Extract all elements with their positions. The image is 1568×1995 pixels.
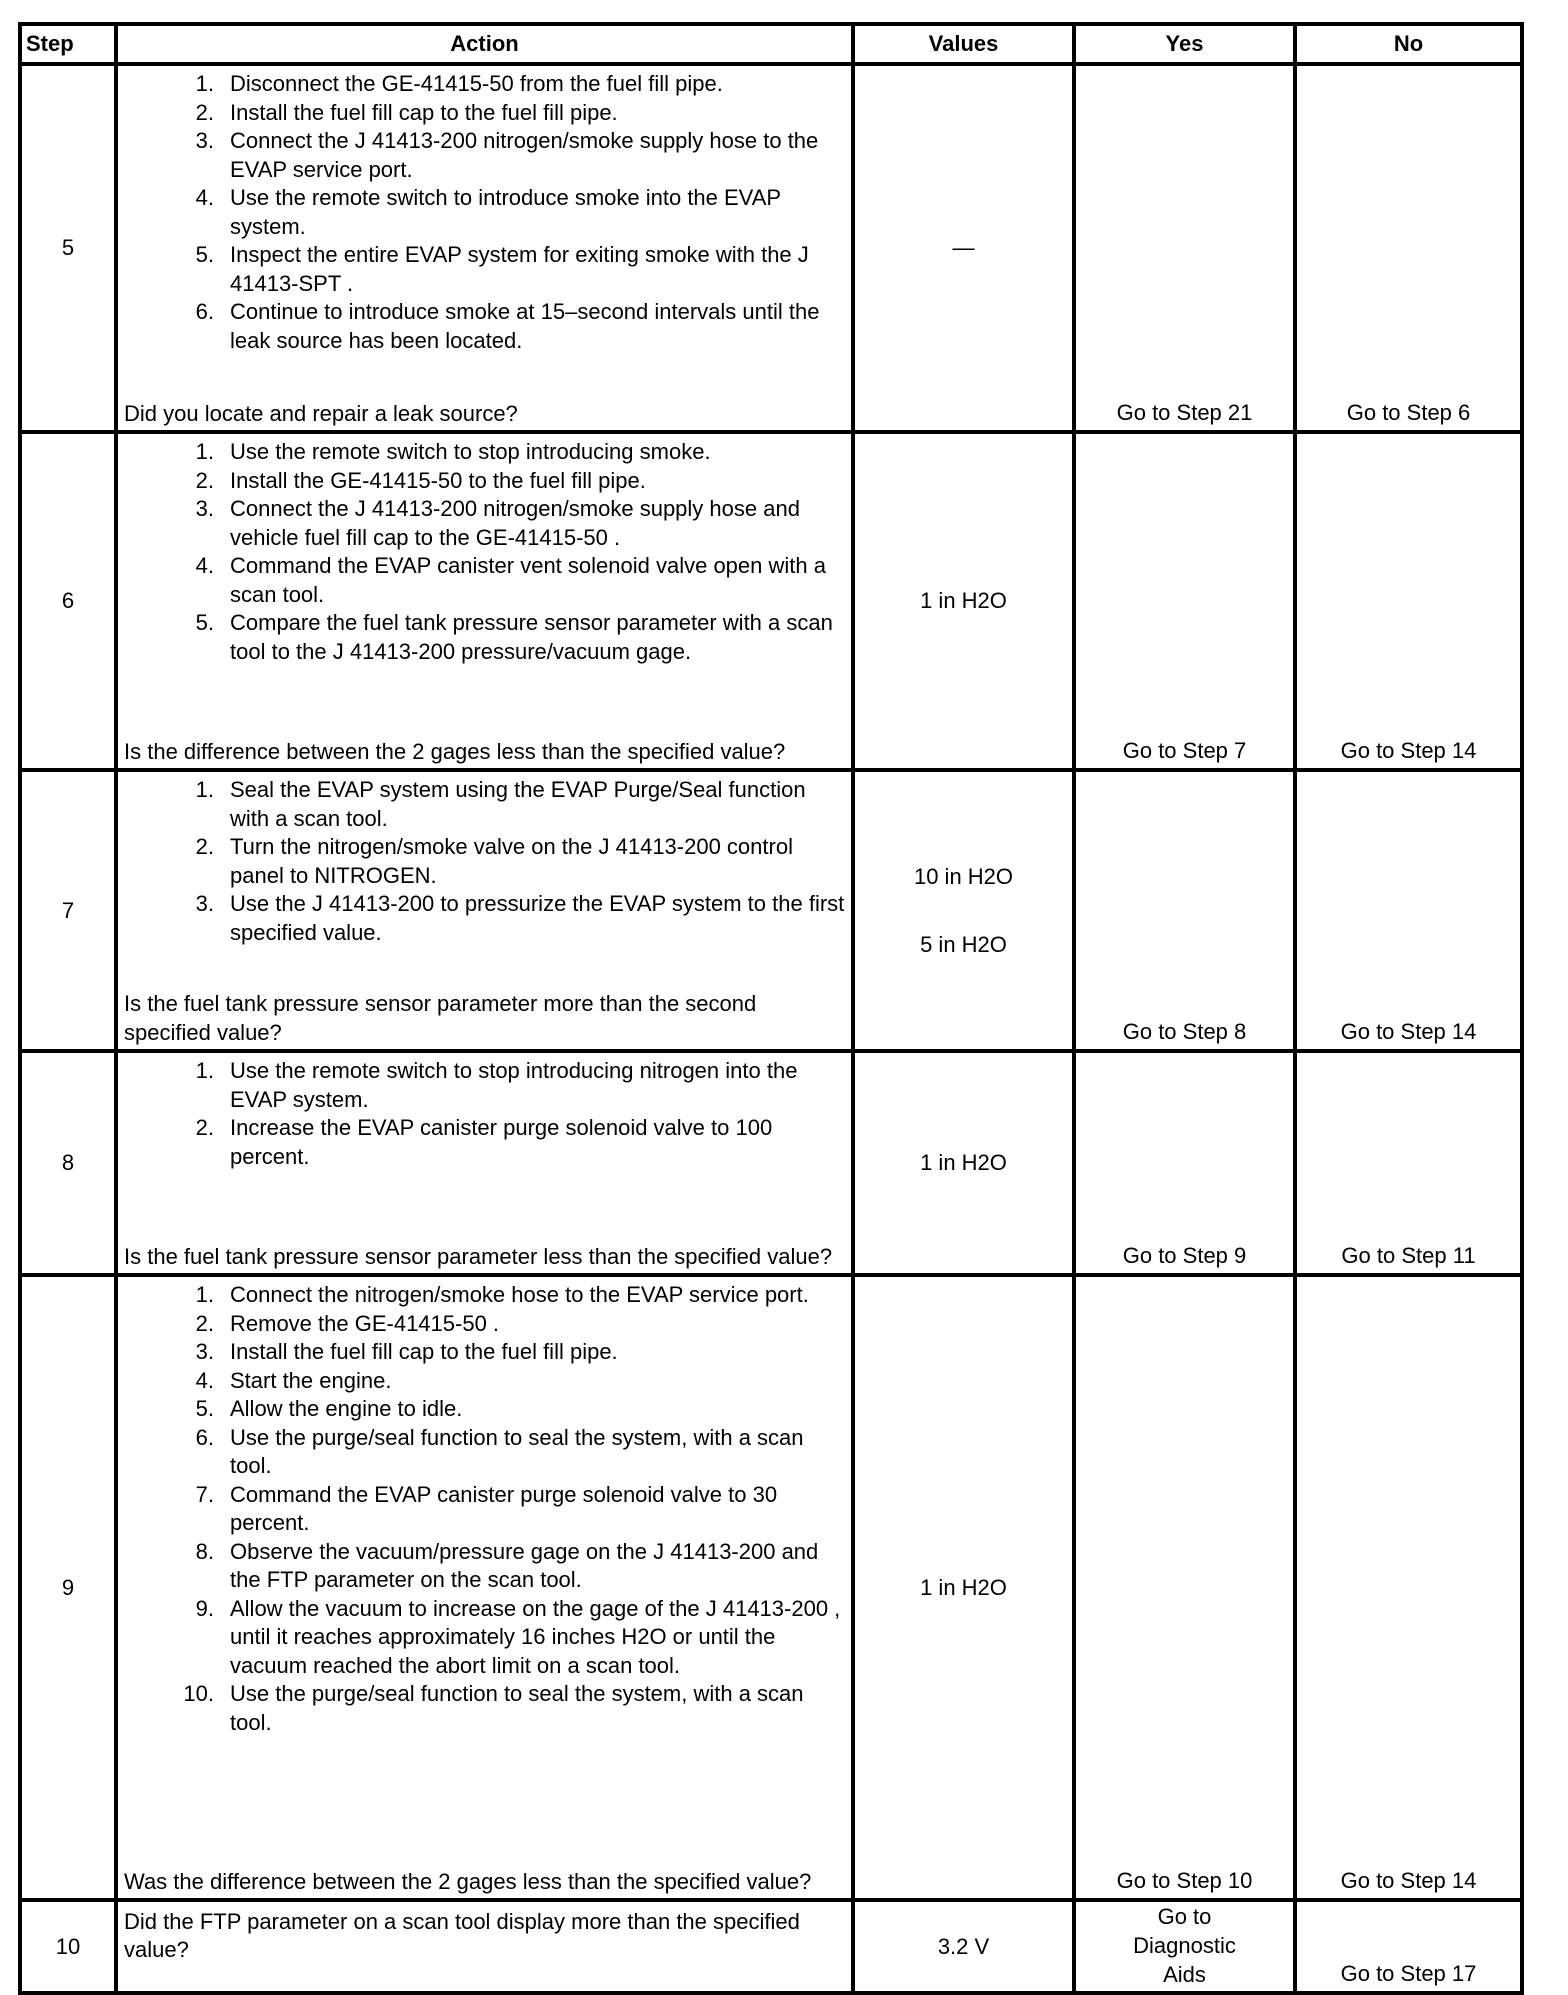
yes-outcome: Go to Diagnostic Aids: [1074, 1900, 1295, 1993]
value-text: 3.2 V: [937, 1933, 990, 1959]
action-item-text: Connect the J 41413-200 nitrogen/smoke supply hose to the EVAP service port.: [230, 128, 819, 182]
header-row: [20, 24, 1522, 64]
step-number: 7: [20, 770, 116, 1051]
action-cell: [116, 1051, 853, 1275]
action-item-number: 5.: [195, 1396, 214, 1421]
yes-outcome: Go to Step 9: [1074, 1051, 1295, 1275]
action-item-number: 1.: [195, 439, 214, 464]
action-item-text: Use the remote switch to introduce smoke into the EVAP system.: [230, 185, 781, 239]
action-item: [124, 495, 846, 552]
action-item-number: 6.: [195, 1424, 214, 1450]
action-item-number: 2.: [195, 1115, 214, 1140]
action-item-number: 1.: [195, 777, 214, 802]
action-item-number: 3.: [195, 128, 214, 153]
question-text: Is the fuel tank pressure sensor parameter less than the specified value?: [124, 1243, 833, 1269]
action-item: [124, 552, 846, 609]
value-text: 10 in H2O: [913, 863, 1014, 889]
action-list: [124, 776, 846, 947]
action-item-text: Use the J 41413-200 to pressurize the EVAP system to the first specified value.: [230, 891, 845, 945]
value-text: 1 in H2O: [920, 1574, 1007, 1600]
header-values: Values: [853, 24, 1074, 64]
action-item-number: 3.: [195, 1339, 214, 1364]
step-row: [20, 1900, 1522, 1993]
values-cell: [853, 1051, 1074, 1275]
values-cell: [853, 1275, 1074, 1900]
question-text: Is the difference between the 2 gages less than the specified value?: [124, 738, 786, 764]
action-item-text: Seal the EVAP system using the EVAP Purge/Seal function with a scan tool.: [230, 777, 806, 831]
action-list: [124, 1281, 846, 1737]
no-outcome: Go to Step 11: [1295, 1051, 1522, 1275]
action-item-text: Turn the nitrogen/smoke valve on the J 41413-200 control panel to NITROGEN.: [230, 834, 793, 888]
action-item: [124, 609, 846, 666]
step-row: [20, 770, 1522, 1051]
action-item-number: 3.: [195, 496, 214, 521]
action-item-text: Install the GE-41415-50 to the fuel fill pipe.: [230, 467, 646, 493]
action-item-number: 1.: [195, 1058, 214, 1083]
action-item-text: Remove the GE-41415-50 .: [230, 1310, 500, 1336]
action-item-text: Start the engine.: [230, 1367, 392, 1393]
action-item-number: 2.: [195, 467, 214, 493]
action-item-text: Observe the vacuum/pressure gage on the J 41413-200 and the FTP parameter on the scan tool.: [230, 1538, 819, 1592]
diagnostic-table: [18, 22, 1524, 1995]
header-no: No: [1295, 24, 1522, 64]
no-outcome: Go to Step 17: [1295, 1900, 1522, 1993]
action-item-text: Allow the engine to idle.: [230, 1396, 463, 1421]
action-item: [124, 184, 846, 241]
question-text: Did you locate and repair a leak source?: [124, 400, 518, 426]
action-item: [124, 70, 846, 99]
yes-outcome: Go to Step 8: [1074, 770, 1295, 1051]
action-item-number: 3.: [195, 891, 214, 916]
action-item-number: 6.: [195, 299, 214, 324]
action-list: [124, 1057, 846, 1171]
action-item: [124, 1395, 846, 1424]
step-number: 5: [20, 64, 116, 432]
value-text: —: [952, 235, 975, 260]
action-item: [124, 1680, 846, 1737]
action-item-text: Connect the nitrogen/smoke hose to the EVAP service port.: [230, 1282, 809, 1307]
action-cell: [116, 1900, 853, 1993]
action-item-number: 2.: [195, 99, 214, 125]
action-cell: [116, 770, 853, 1051]
step-number: 8: [20, 1051, 116, 1275]
action-item-number: 5.: [195, 242, 214, 267]
action-item-number: 4.: [195, 1367, 214, 1393]
action-item: [124, 1424, 846, 1481]
no-outcome: Go to Step 6: [1295, 64, 1522, 432]
header-action: Action: [116, 24, 853, 64]
action-item-text: Continue to introduce smoke at 15–second intervals until the leak source has been located.: [230, 299, 820, 353]
action-item: [124, 438, 846, 467]
action-item: [124, 776, 846, 833]
action-item-number: 2.: [195, 834, 214, 859]
values-cell: [853, 432, 1074, 770]
action-cell: [116, 432, 853, 770]
header-yes: Yes: [1074, 24, 1295, 64]
action-item: [124, 1538, 846, 1595]
action-item: [124, 1310, 846, 1339]
no-outcome: Go to Step 14: [1295, 432, 1522, 770]
action-item: [124, 1481, 846, 1538]
values-cell: [853, 770, 1074, 1051]
action-item: [124, 1595, 846, 1681]
values-cell: [853, 1900, 1074, 1993]
action-item-number: 4.: [195, 553, 214, 578]
action-item-text: Compare the fuel tank pressure sensor parameter with a scan tool to the J 41413-200 pressure/vacuum gage.: [230, 610, 833, 664]
no-outcome: Go to Step 14: [1295, 770, 1522, 1051]
step-number: 9: [20, 1275, 116, 1900]
step-row: [20, 432, 1522, 770]
action-item-text: Inspect the entire EVAP system for exiting smoke with the J 41413-SPT .: [230, 242, 809, 296]
no-outcome: Go to Step 14: [1295, 1275, 1522, 1900]
action-item: [124, 241, 846, 298]
action-item-text: Install the fuel fill cap to the fuel fill pipe.: [230, 99, 618, 125]
value-text: 1 in H2O: [920, 1150, 1007, 1175]
action-list: [124, 438, 846, 666]
action-item-number: 4.: [195, 185, 214, 210]
step-row: [20, 1275, 1522, 1900]
step-row: [20, 1051, 1522, 1275]
action-item-text: Increase the EVAP canister purge solenoid valve to 100 percent.: [230, 1115, 773, 1169]
action-item-number: 5.: [195, 610, 214, 635]
action-item: [124, 890, 846, 947]
action-item: [124, 833, 846, 890]
step-row: [20, 64, 1522, 432]
action-item-number: 1.: [195, 71, 214, 96]
action-item-text: Connect the J 41413-200 nitrogen/smoke supply hose and vehicle fuel fill cap to the GE-41415-50 .: [230, 496, 800, 550]
action-item-text: Allow the vacuum to increase on the gage of the J 41413-200 , until it reaches approximately 16 inches H2O or until the vacuum reached the abort limit on a scan tool.: [230, 1595, 841, 1678]
action-item-text: Command the EVAP canister purge solenoid valve to 30 percent.: [230, 1481, 778, 1535]
action-item-number: 1.: [195, 1282, 214, 1307]
value-text: 1 in H2O: [920, 588, 1007, 613]
header-step: Step: [20, 24, 116, 64]
action-item: [124, 298, 846, 355]
action-item: [124, 1057, 846, 1114]
action-item-number: 10.: [183, 1681, 214, 1706]
step-number: 10: [20, 1900, 116, 1993]
yes-outcome: Go to Step 10: [1074, 1275, 1295, 1900]
action-item-text: Command the EVAP canister vent solenoid valve open with a scan tool.: [230, 553, 826, 607]
action-item-text: Use the remote switch to stop introducing smoke.: [230, 439, 711, 464]
action-item: [124, 127, 846, 184]
action-item-text: Use the remote switch to stop introducing nitrogen into the EVAP system.: [230, 1058, 798, 1112]
values-cell: [853, 64, 1074, 432]
action-item-number: 2.: [195, 1310, 214, 1336]
action-item: [124, 1338, 846, 1367]
action-item-text: Disconnect the GE-41415-50 from the fuel fill pipe.: [230, 71, 723, 96]
question-text: Did the FTP parameter on a scan tool display more than the specified value?: [124, 1908, 800, 1962]
question-text: Is the fuel tank pressure sensor parameter more than the second specified value?: [124, 991, 757, 1045]
yes-outcome: Go to Step 21: [1074, 64, 1295, 432]
action-item: [124, 99, 846, 128]
action-item: [124, 1281, 846, 1310]
action-item-number: 7.: [195, 1481, 214, 1507]
action-item-number: 9.: [195, 1595, 214, 1621]
action-item-number: 8.: [195, 1538, 214, 1564]
action-list: [124, 70, 846, 355]
step-number: 6: [20, 432, 116, 770]
action-item-text: Use the purge/seal function to seal the system, with a scan tool.: [230, 1681, 804, 1735]
action-item-text: Use the purge/seal function to seal the system, with a scan tool.: [230, 1424, 804, 1478]
action-item: [124, 1114, 846, 1171]
action-cell: [116, 1275, 853, 1900]
action-item-text: Install the fuel fill cap to the fuel fill pipe.: [230, 1339, 618, 1364]
action-cell: [116, 64, 853, 432]
action-item: [124, 467, 846, 496]
action-item: [124, 1367, 846, 1396]
question-text: Was the difference between the 2 gages less than the specified value?: [124, 1868, 812, 1894]
yes-outcome: Go to Step 7: [1074, 432, 1295, 770]
value-text: 5 in H2O: [920, 931, 1007, 957]
